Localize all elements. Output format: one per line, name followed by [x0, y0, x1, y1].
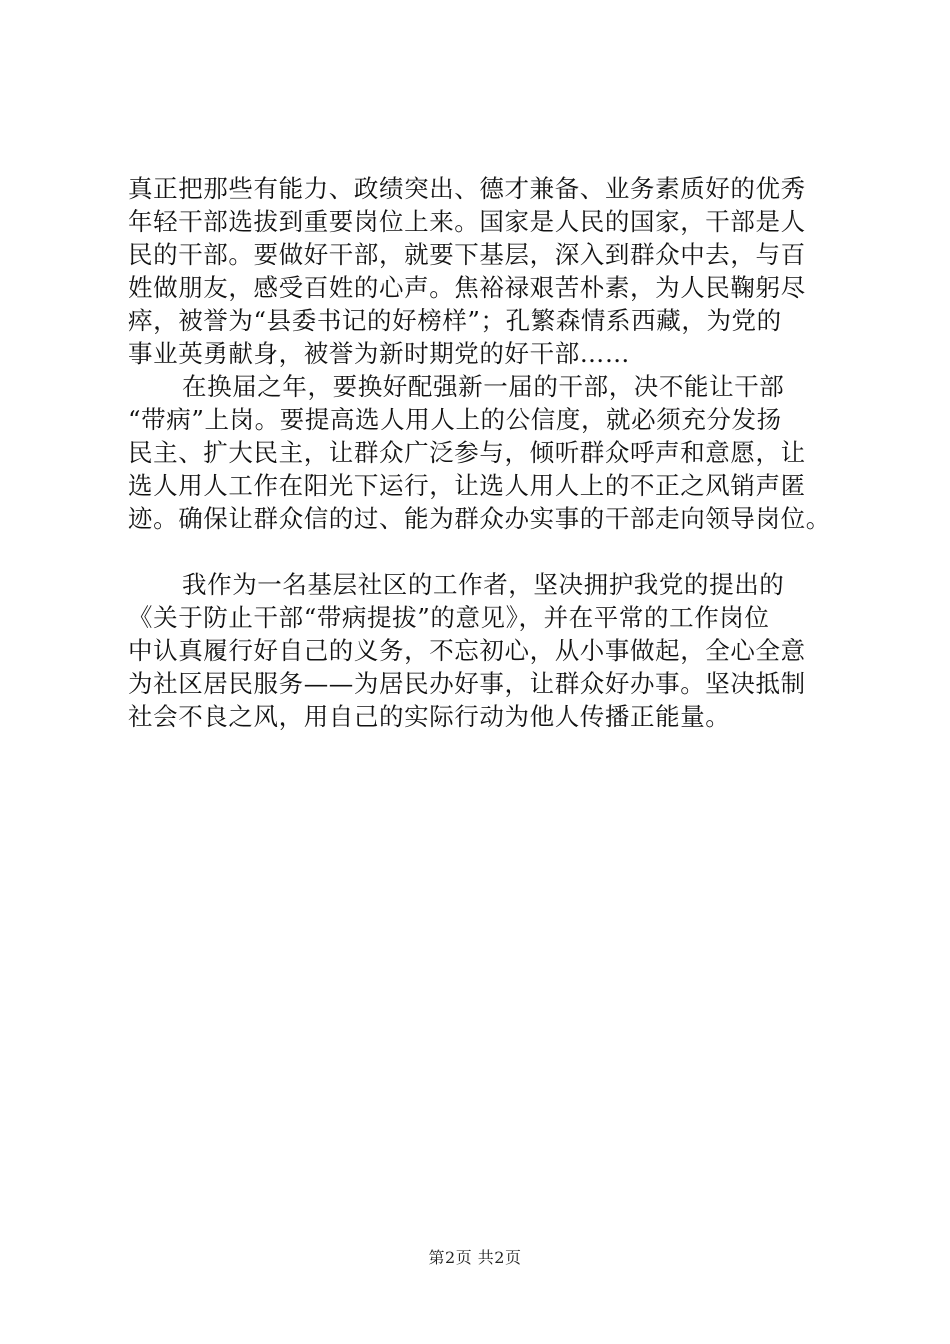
page-footer [0, 1245, 950, 1268]
paragraph-2-line: 民主、扩大民主，让群众广泛参与，倾听群众呼声和意愿，让 [128, 438, 806, 467]
paragraph-1-line: 姓做朋友，感受百姓的心声。焦裕禄艰苦朴素，为人民鞠躬尽 [128, 273, 806, 302]
paragraph-3-line: 《关于防止干部“带病提拔”的意见》，并在平常的工作岗位 [128, 603, 770, 632]
page-number-label: 第2页 共2页 [428, 1248, 522, 1267]
paragraph-2-line: “带病”上岗。要提高选人用人上的公信度，就必须充分发扬 [128, 405, 782, 434]
paragraph-3-line: 为社区居民服务——为居民办好事，让群众好办事。坚决抵制 [128, 669, 806, 698]
paragraph-spacer [128, 535, 838, 568]
paragraph-1-line: 民的干部。要做好干部，就要下基层，深入到群众中去，与百 [128, 240, 806, 269]
paragraph-1-line: 瘁，被誉为“县委书记的好榜样”；孔繁森情系西藏，为党的 [128, 306, 782, 335]
paragraph-1-line: 事业英勇献身，被誉为新时期党的好干部…… [128, 339, 630, 368]
paragraph-2-line: 在换届之年，要换好配强新一届的干部，决不能让干部 [182, 372, 785, 401]
paragraph-1-line: 年轻干部选拔到重要岗位上来。国家是人民的国家，干部是人 [128, 207, 806, 236]
paragraph-3-line: 社会不良之风，用自己的实际行动为他人传播正能量。 [128, 702, 731, 731]
paragraph-2-line: 选人用人工作在阳光下运行，让选人用人上的不正之风销声匿 [128, 471, 806, 500]
paragraph-2-line: 迹。确保让群众信的过、能为群众办实事的干部走向领导岗位。 [128, 504, 831, 533]
paragraph-1-line: 真正把那些有能力、政绩突出、德才兼备、业务素质好的优秀 [128, 174, 806, 203]
paragraph-3-line: 我作为一名基层社区的工作者，坚决拥护我党的提出的 [182, 570, 785, 599]
paragraph-3-line: 中认真履行好自己的义务，不忘初心，从小事做起，全心全意 [128, 636, 806, 665]
document-body [128, 172, 838, 733]
